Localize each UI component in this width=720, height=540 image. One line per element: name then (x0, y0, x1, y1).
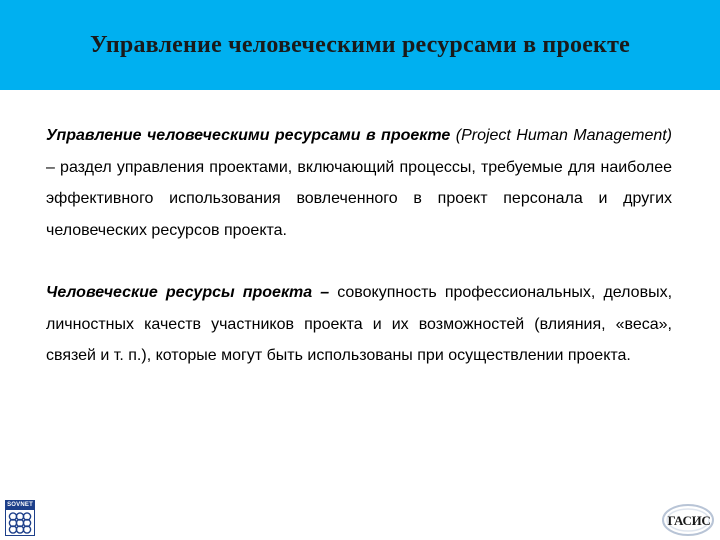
term-highlight: Человеческие ресурсы проекта – (46, 284, 330, 301)
gasis-logo (660, 502, 716, 538)
slide-title: Управление человеческими ресурсами в проекте (90, 31, 630, 58)
term-english: (Project Human Management) (455, 127, 673, 144)
definition-text: – раздел управления проектами, включающий процессы, требуемые для наиболее эффективного использования вовлеченного в проект персонала и других человеческих ресурсов проекта. (46, 158, 672, 239)
definition-paragraph-1 (46, 120, 672, 246)
definition-paragraph-2 (46, 277, 672, 372)
sovnet-logo (5, 500, 35, 536)
term-highlight: Управление человеческими ресурсами в проекте (46, 127, 451, 144)
gasis-logo-label: ГАСИС (667, 513, 711, 528)
title-bar (0, 0, 720, 90)
sovnet-pattern-icon (6, 510, 34, 535)
sovnet-logo-label: SOVNET (7, 502, 33, 508)
slide-content (46, 120, 672, 372)
definition-text: совокупность профессиональных, деловых, личностных качеств участников проекта и их возможностей (влияния, «веса», связей и т. п.), которые могут быть использованы при осуществлении проекта. (46, 284, 673, 364)
